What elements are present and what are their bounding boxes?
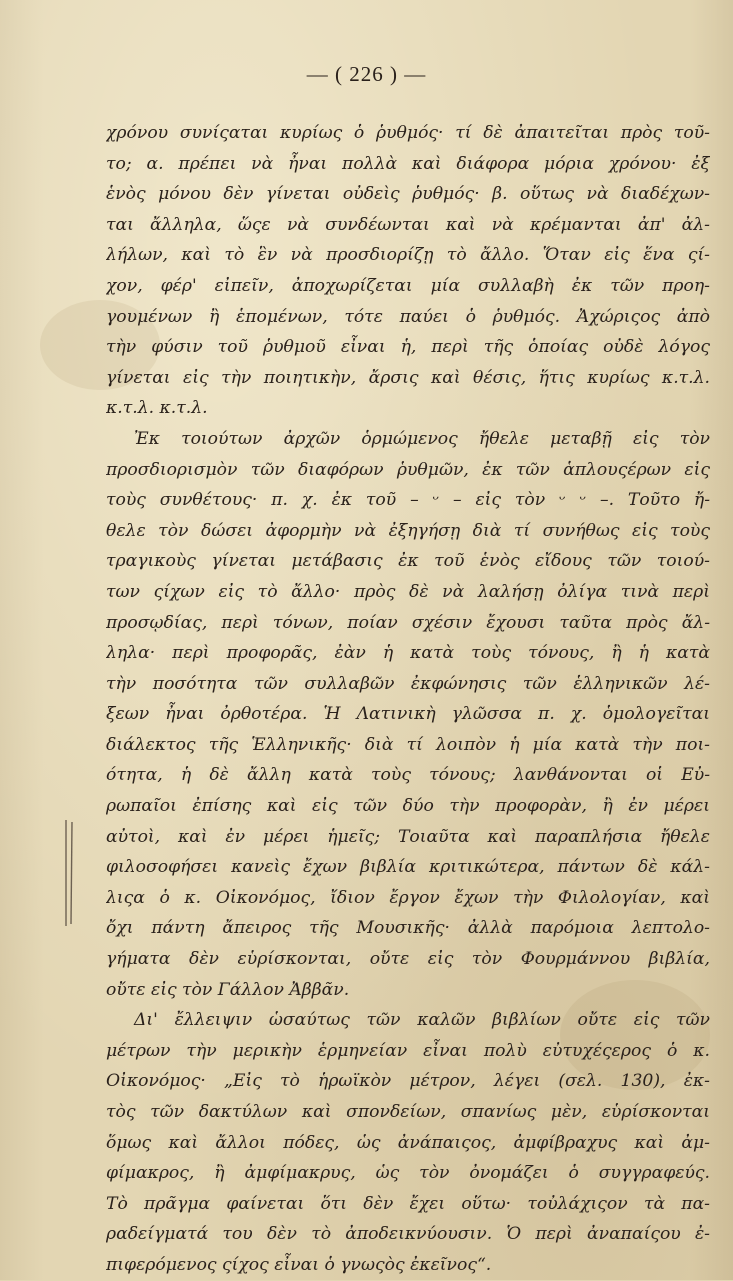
text-line: ληλα· περὶ προφορᾶς, ἐὰν ἡ κατὰ τοὺς τόνους, ἢ ἡ κατὰ [106, 643, 710, 664]
text-line: ὅμως καὶ ἄλλοι πόδες, ὡς ἀνάπαιςος, ἀμφίβραχυς καὶ ἀμ- [106, 1132, 710, 1153]
text-line: γήματα δὲν εὑρίσκονται, οὔτε εἰς τὸν Φουρμάννου βιβλία, [106, 949, 710, 970]
text-line: προσδιορισμὸν τῶν διαφόρων ῥυθμῶν, ἐκ τῶν ἁπλουςέρων εἰς [106, 459, 710, 480]
text-line: τοὺς συνθέτους· π. χ. ἐκ τοῦ – ᵕ – εἰς τὸν ᵕ ᵕ –. Τοῦτο ἤ- [106, 490, 710, 511]
text-line: χον, φέρ' εἰπεῖν, ἀποχωρίζεται μία συλλαβὴ ἐκ τῶν προη- [106, 275, 710, 296]
text-line: ἑνὸς μόνου δὲν γίνεται οὐδεὶς ῥυθμός· β. οὕτως νὰ διαδέχων- [106, 184, 710, 205]
text-line: πιφερόμενος ςίχος εἶναι ὁ γνωςὸς ἐκεῖνος“. [106, 1254, 492, 1275]
text-line: ὄχι πάντη ἄπειρος τῆς Μουσικῆς· ἀλλὰ παρόμοια λεπτολο- [106, 918, 710, 939]
text-line: Ἐκ τοιούτων ἀρχῶν ὁρμώμενος ἤθελε μεταβῇ εἰς τὸν [134, 428, 710, 449]
text-line: οὔτε εἰς τὸν Γάλλον Ἀββᾶν. [106, 979, 350, 1000]
text-line: ξεων ἦναι ὀρθοτέρα. Ἡ Λατινικὴ γλῶσσα π. χ. ὁμολογεῖται [106, 704, 710, 725]
text-line: λήλων, καὶ τὸ ἓν νὰ προσδιορίζῃ τὸ ἄλλο. Ὅταν εἰς ἕνα ςί- [106, 245, 710, 266]
text-line: τὸς τῶν δακτύλων καὶ σπονδείων, σπανίως μὲν, εὑρίσκονται [106, 1102, 710, 1122]
text-line: φίμακρος, ἢ ἀμφίμακρυς, ὡς τὸν ὀνομάζει ὁ συγγραφεύς. [106, 1163, 710, 1184]
text-line: ραδείγματά του δὲν τὸ ἀποδεικνύουσιν. Ὁ περὶ ἀναπαίςου ἐ- [106, 1224, 710, 1245]
text-line: λιςα ὁ κ. Οἰκονόμος, ἴδιον ἔργον ἔχων τὴν Φιλολογίαν, καὶ [106, 887, 710, 908]
text-line: Δι' ἔλλειψιν ὡσαύτως τῶν καλῶν βιβλίων οὔτε εἰς τῶν [134, 1010, 710, 1031]
text-line: χρόνου συνίςαται κυρίως ὁ ῥυθμός· τί δὲ ἀπαιτεῖται πρὸς τοῦ- [106, 123, 710, 143]
text-line: Τὸ πρᾶγμα φαίνεται ὅτι δὲν ἔχει οὕτω· τοὐλάχιςον τὰ πα- [106, 1193, 710, 1214]
text-line: διάλεκτος τῆς Ἑλληνικῆς· διὰ τί λοιπὸν ἡ μία κατὰ τὴν ποι- [106, 734, 710, 755]
text-line: κ.τ.λ. κ.τ.λ. [106, 398, 208, 419]
text-line: προσῳδίας, περὶ τόνων, ποίαν σχέσιν ἔχουσι ταῦτα πρὸς ἄλ- [106, 612, 710, 633]
text-line: αὐτοὶ, καὶ ἐν μέρει ἡμεῖς; Τοιαῦτα καὶ παραπλήσια ἤθελε [106, 826, 710, 847]
text-line: θελε τὸν δώσει ἀφορμὴν νὰ ἐξηγήσῃ διὰ τί συνήθως εἰς τοὺς [106, 520, 710, 541]
text-line: των ςίχων εἰς τὸ ἄλλο· πρὸς δὲ νὰ λαλήσῃ ὀλίγα τινὰ περὶ [106, 581, 710, 602]
text-line: το; α. πρέπει νὰ ἦναι πολλὰ καὶ διάφορα μόρια χρόνου· ἐξ [106, 153, 710, 174]
text-line: Οἰκονόμος· „Εἰς τὸ ἡρωϊκὸν μέτρον, λέγει (σελ. 130), ἐκ- [106, 1071, 710, 1092]
text-line: γίνεται εἰς τὴν ποιητικὴν, ἄρσις καὶ θέσις, ἥτις κυρίως κ.τ.λ. [106, 367, 710, 388]
text-line: τὴν ποσότητα τῶν συλλαβῶν ἐκφώνησις τῶν ἑλληνικῶν λέ- [106, 673, 710, 694]
margin-pencil-mark [60, 818, 80, 928]
page-number-header: — ( 226 ) — [306, 62, 427, 86]
body-text [106, 118, 710, 1281]
text-line: φιλοσοφήσει κανεὶς ἔχων βιβλία κριτικώτερα, πάντων δὲ κάλ- [106, 857, 710, 878]
text-line: μέτρων τὴν μερικὴν ἑρμηνείαν εἶναι πολὺ εὐτυχέςερος ὁ κ. [106, 1040, 710, 1061]
text-line: ότητα, ἡ δὲ ἄλλη κατὰ τοὺς τόνους; λανθάνονται οἱ Εὐ- [106, 765, 710, 786]
text-line: γουμένων ἢ ἑπομένων, τότε παύει ὁ ῥυθμός. Ἀχώριςος ἀπὸ [106, 306, 710, 327]
text-line: τὴν φύσιν τοῦ ῥυθμοῦ εἶναι ἡ, περὶ τῆς ὁποίας οὐδὲ λόγος [106, 337, 710, 358]
text-line: τραγικοὺς γίνεται μετάβασις ἐκ τοῦ ἑνὸς εἴδους τῶν τοιού- [106, 551, 710, 572]
text-line: ρωπαῖοι ἐπίσης καὶ εἰς τῶν δύο τὴν προφορὰν, ἢ ἐν μέρει [106, 796, 710, 817]
text-line: ται ἄλληλα, ὥςε νὰ συνδέωνται καὶ νὰ κρέμανται ἀπ' ἀλ- [106, 214, 710, 235]
